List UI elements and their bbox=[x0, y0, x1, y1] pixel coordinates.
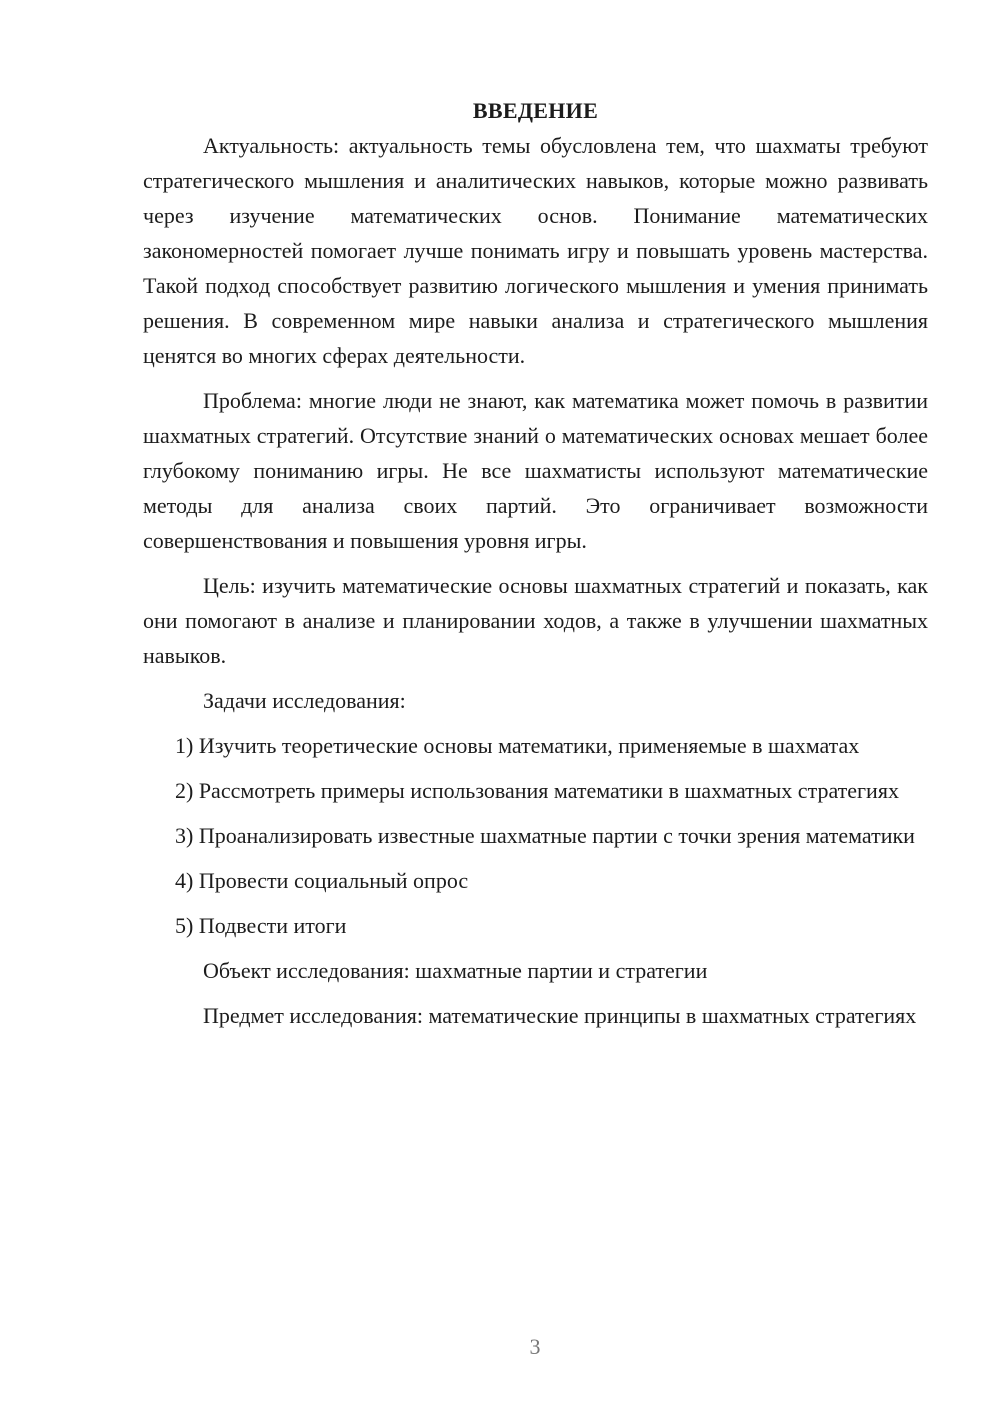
task-item-5: 5) Подвести итоги bbox=[175, 913, 347, 938]
task-item-4: 4) Провести социальный опрос bbox=[175, 868, 469, 893]
task-item-2: 2) Рассмотреть примеры использования математики в шахматных стратегиях bbox=[175, 778, 899, 803]
section-title: ВВЕДЕНИЕ bbox=[472, 98, 599, 123]
problem-paragraph: Проблема: многие люди не знают, как математика может помочь в развитии шахматных стратегий. Отсутствие знаний о математических основах мешает более глубокому пониманию игры. Не все шахматисты используют математические методы для анализа своих партий. Это ограничивает возможности совершенствования и повышения уровня игры. bbox=[143, 388, 928, 553]
tasks-heading: Задачи исследования: bbox=[203, 688, 406, 713]
task-item-3: 3) Проанализировать известные шахматные партии с точки зрения математики bbox=[175, 823, 915, 848]
relevance-paragraph: Актуальность: актуальность темы обусловлена тем, что шахматы требуют стратегического мышления и аналитических навыков, которые можно развивать через изучение математических основ. Понимание математических закономерностей помогает лучше понимать игру и повышать уровень мастерства. Такой подход способствует развитию логического мышления и умения принимать решения. В современном мире навыки анализа и стратегического мышления ценятся во многих сферах деятельности. bbox=[143, 133, 928, 368]
goal-paragraph: Цель: изучить математические основы шахматных стратегий и показать, как они помогают в анализе и планировании ходов, а также в улучшении шахматных навыков. bbox=[143, 573, 928, 668]
page-number: 3 bbox=[529, 1334, 541, 1359]
object-paragraph: Объект исследования: шахматные партии и стратегии bbox=[203, 958, 708, 983]
subject-paragraph: Предмет исследования: математические принципы в шахматных стратегиях bbox=[203, 1003, 917, 1028]
page-content bbox=[143, 93, 928, 1043]
task-item-1: 1) Изучить теоретические основы математики, применяемые в шахматах bbox=[175, 733, 860, 758]
